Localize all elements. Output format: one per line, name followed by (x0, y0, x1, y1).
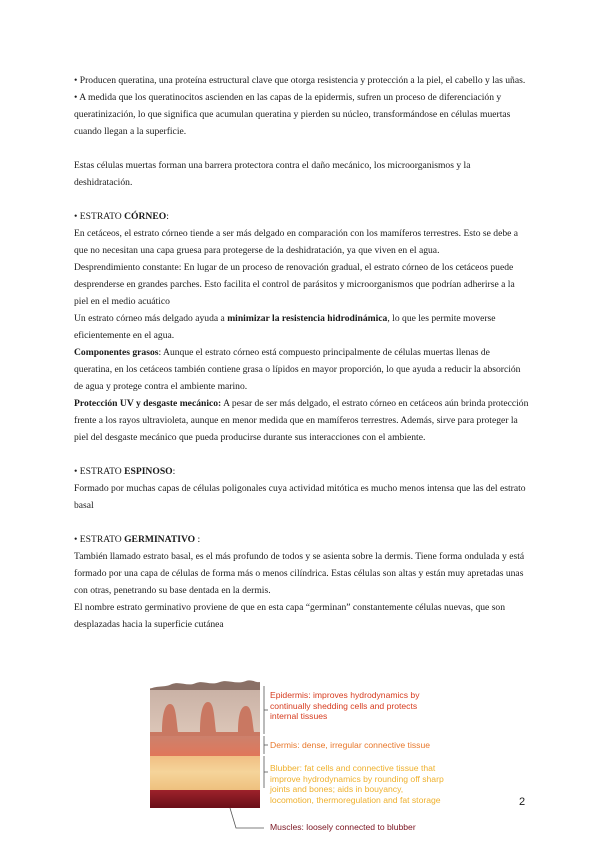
label-blubber: Blubber: fat cells and connective tissue that improve hydrodynamics by rounding off sharp joints and bones; aids in bouyancy, locomotion, thermoregulation and fat storage (270, 763, 444, 805)
heading-estrato-germinativo: • ESTRATO GERMINATIVO : (74, 534, 201, 545)
paragraph-corneo-1: En cetáceos, el estrato córneo tiende a ser más delgado en comparación con los mamíferos terrestres. Esto se debe a que no necesitan una capa gruesa para protegerse de la deshidratación, ya que viven en el agua. (74, 228, 519, 256)
paragraph-queratina: • Producen queratina, una proteína estructural clave que otorga resistencia y protección a la piel, el cabello y las uñas. (74, 75, 526, 86)
paragraph-germinativo-1: También llamado estrato basal, es el más profundo de todos y se asienta sobre la dermis. Tiene forma ondulada y está formado por una capa de células de forma más o menos cilíndrica. Estas células son altas y están muy apretadas unas con otras, penetrando su base dentada en la dermis. (74, 551, 525, 596)
paragraph-corneo-3: Un estrato córneo más delgado ayuda a minimizar la resistencia hidrodinámica, lo que les permite moverse eficientemente en el agua. (74, 313, 496, 341)
paragraph-diferenciacion: • A medida que los queratinocitos ascienden en las capas de la epidermis, sufren un proceso de diferenciación y queratinización, lo que significa que acumulan queratina y pierden su núcleo, transformándose en células muertas cuando llegan a la superficie. (74, 92, 511, 137)
page-number: 2 (519, 796, 526, 808)
label-dermis: Dermis: dense, irregular connective tissue (270, 740, 431, 750)
paragraph-corneo-2: Desprendimiento constante: En lugar de un proceso de renovación gradual, el estrato córneo de los cetáceos puede desprenderse en grandes parches. Esto facilita el control de parásitos y microorganismos que podrían adherirse a la piel en el medio acuático (74, 262, 515, 307)
skin-layers-figure (150, 676, 450, 841)
shedding-surface (150, 680, 260, 690)
label-epidermis: Epidermis: improves hydrodynamics by continually shedding cells and protects internal tissues (270, 690, 420, 721)
paragraph-barrera: Estas células muertas forman una barrera protectora contra el daño mecánico, los microorganismos y la deshidratación. (74, 160, 471, 188)
paragraph-corneo-5: Protección UV y desgaste mecánico: A pesar de ser más delgado, el estrato córneo en cetáceos aún brinda protección frente a los rayos ultravioleta, aunque en menor medida que en mamíferos terrestres. Además, sirve para proteger la piel del desgaste mecánico que pueda producirse durante sus interacciones con el ambiente. (74, 398, 529, 443)
dermal-papillae (150, 702, 260, 736)
paragraph-espinoso: Formado por muchas capas de células poligonales cuya actividad mitótica es mucho menos intensa que las del estrato basal (74, 483, 526, 511)
document-body (74, 72, 529, 633)
muscle-layer (150, 788, 260, 808)
heading-estrato-espinoso: • ESTRATO ESPINOSO: (74, 466, 176, 477)
blubber-layer (150, 754, 260, 790)
paragraph-corneo-4: Componentes grasos: Aunque el estrato córneo está compuesto principalmente de células muertas llenas de queratina, en los cetáceos también contiene grasa o lípidos en mayor proporción, lo que ayuda a reducir la absorción de agua y protege contra el ambiente marino. (74, 347, 521, 392)
heading-estrato-corneo: • ESTRATO CÓRNEO: (74, 211, 169, 222)
label-muscles: Muscles: loosely connected to blubber (270, 822, 416, 832)
paragraph-germinativo-2: El nombre estrato germinativo proviene de que en esta capa “germinan” constantemente células nuevas, que son desplazadas hacia la superficie cutánea (74, 602, 506, 630)
